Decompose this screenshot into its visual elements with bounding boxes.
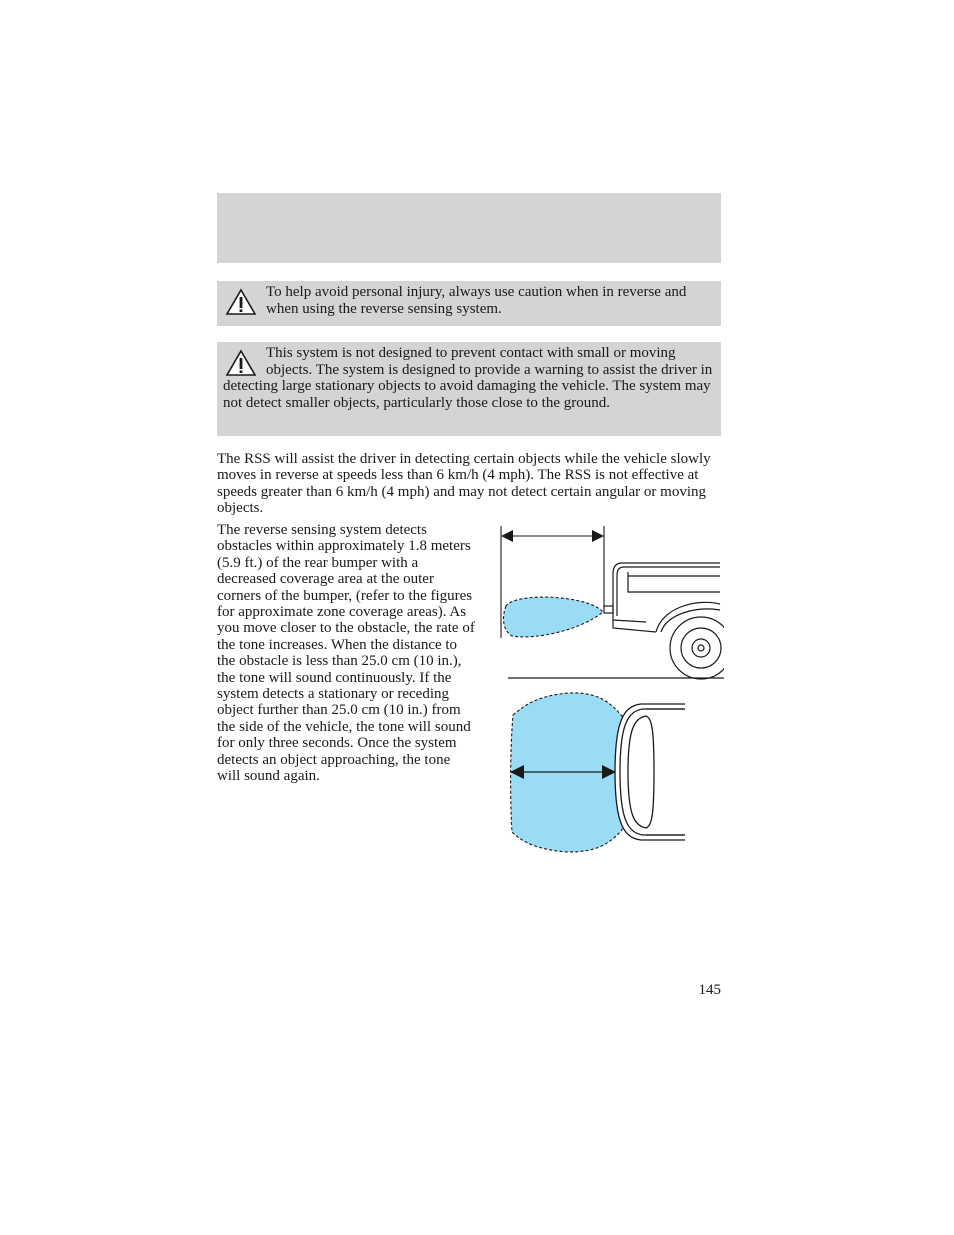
- page-number: 145: [698, 982, 721, 998]
- rss-speed-paragraph: The RSS will assist the driver in detecting certain objects while the vehicle slowly moves in reverse at speeds less than 6 km/h (4 mph). The RSS is not effective at speeds greater than 6 km/h (4 mph) and may not detect certain angular or moving objects.: [217, 451, 711, 517]
- rss-detection-paragraph: The reverse sensing system detects obstacles within approximately 1.8 meters (5.9 ft.) of the rear bumper with a decreased coverage area at the outer corners of the bumper, (refer to the figures for approximate zone coverage areas). As you move closer to the obstacle, the rate of the tone increases. When the distance to the obstacle is less than 25.0 cm (10 in.), the tone will sound continuously. If the system detects a stationary or receding object further than 25.0 cm (10 in.) from the side of the vehicle, the tone will sound for only three seconds. Once the system detects an object approaching, the tone will sound again.: [217, 522, 475, 785]
- rss-coverage-figure: [496, 520, 724, 860]
- vehicle-top-outline: [615, 704, 685, 840]
- warning-box-injury: [217, 281, 721, 326]
- warning-text: This system is not designed to prevent contact with small or moving objects. The system is designed to provide a warning to assist the driver in detecting large stationary objects to avoid damaging the vehicle. The system may not detect smaller objects, particularly those close to the ground.: [223, 345, 713, 411]
- top-view-diagram: [510, 693, 685, 852]
- wheel-icon: [670, 617, 724, 679]
- side-coverage-zone: [504, 597, 603, 637]
- warning-box-limitations: [217, 342, 721, 436]
- section-header-band: [217, 193, 721, 263]
- warning-text: To help avoid personal injury, always use caution when in reverse and when using the reverse sensing system.: [266, 284, 687, 317]
- side-view-diagram: [501, 526, 724, 679]
